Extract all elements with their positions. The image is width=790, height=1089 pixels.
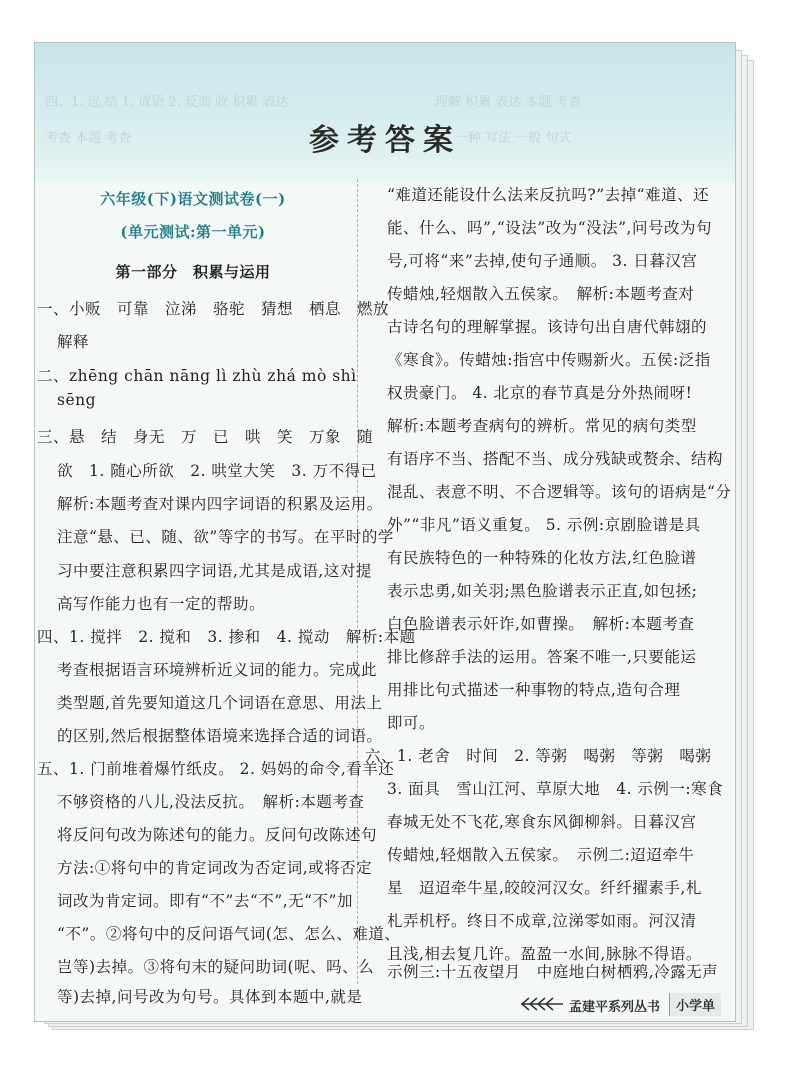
answer-line: 三、悬 结 身无 万 已 哄 笑 万象 随 (37, 428, 374, 446)
answer-line: 四、1. 搅拌 2. 搅和 3. 掺和 4. 搅动 解析:本题 (37, 628, 416, 646)
answer-line: 白色脸谱表示奸诈,如曹操。 解析:本题考查 (387, 615, 695, 633)
answer-line: 高写作能力也有一定的帮助。 (57, 595, 266, 613)
answer-line: sēng (57, 391, 97, 409)
answer-line: “难道还能设什么法来反抗吗?”去掉“难道、还 (387, 186, 710, 204)
answer-line: 古诗名句的理解掌握。该诗句出自唐代韩翃的 (387, 318, 708, 336)
answer-line: 即可。 (387, 714, 436, 732)
answer-line: 解释 (57, 333, 90, 351)
answer-line: 将反问句改为陈述句的能力。反问句改陈述句 (57, 826, 378, 844)
show-through-text: 考查 本题 考查 (45, 131, 132, 146)
answer-line: “不”。②将句中的反问语气词(怎、怎么、难道、 (57, 925, 401, 943)
answer-line: 外”“非凡”语义重复。 5. 示例:京剧脸谱是具 (387, 516, 701, 534)
answer-line: 欲 1. 随心所欲 2. 哄堂大笑 3. 万不得已 (57, 462, 377, 480)
answer-line: 注意“悬、已、随、欲”等字的书写。在平时的学 (57, 528, 394, 546)
answer-line: 示例三:十五夜望月 中庭地白树栖鸦,冷露无声 (387, 963, 719, 981)
answer-line: 号,可将“来”去掉,使句子通顺。 3. 日暮汉宫 (387, 252, 698, 270)
answer-line: 札弄机杼。终日不成章,泣涕零如雨。河汉清 (387, 912, 697, 930)
answer-line: 星 迢迢牵牛星,皎皎河汉女。纤纤擢素手,札 (387, 879, 702, 897)
answer-line: 表示忠勇,如关羽;黑色脸谱表示正直,如包拯; (387, 582, 698, 600)
answer-page (34, 42, 736, 1022)
answer-line: 六、1. 老舍 时间 2. 等粥 喝粥 等粥 喝粥 (365, 747, 712, 765)
answer-line: 的区别,然后根据整体语境来选择合适的词语。 (57, 727, 383, 745)
answer-line: 有民族特色的一种特殊的化妆方法,红色脸谱 (387, 549, 697, 567)
exam-title: 六年级(下)语文测试卷(一) (100, 190, 286, 208)
footer-series-label (519, 993, 735, 1017)
page-title: 参考答案 (309, 123, 461, 158)
answer-line: 二、zhēng chān nāng lì zhù zhá mò shì (37, 367, 357, 385)
answer-line: 3. 面具 雪山江河、草原大地 4. 示例一:寒食 (387, 780, 724, 798)
answer-line: 词改为肯定词。即有“不”去“不”,无“不”加 (57, 892, 353, 910)
answer-line: 能、什么、吗”,“设法”改为“没法”,问号改为句 (387, 219, 712, 237)
answer-line: 类型题,首先要知道这几个词语在意思、用法上 (57, 694, 383, 712)
series-grade-tag: 小学单 (669, 993, 721, 1016)
answer-line: 且浅,相去复几许。盈盈一水间,脉脉不得语。 (387, 945, 702, 963)
answer-line: 有语序不当、搭配不当、成分残缺或赘余、结构 (387, 450, 724, 468)
answer-line: 传蜡烛,轻烟散入五侯家。 解析:本题考查对 (387, 285, 695, 303)
answer-line: 考查根据语言环境辨析近义词的能力。完成此 (57, 661, 378, 679)
answer-line: 传蜡烛,轻烟散入五侯家。 示例二:迢迢牵牛 (387, 846, 695, 864)
answer-line: 春城无处不飞花,寒食东风御柳斜。日暮汉宫 (387, 813, 697, 831)
show-through-text: 四、1. 远,结 1. 成语 2. 反而 收 积累 表达 (45, 95, 289, 110)
answer-line: 解析:本题考查对课内四字词语的积累及运用。 (57, 495, 383, 513)
show-through-text: 理解 积累 表达 本题 考查 (435, 95, 582, 110)
answer-line: 解析:本题考查病句的辨析。常见的病句类型 (387, 417, 697, 435)
answer-line: 不够资格的八儿,没法反抗。 解析:本题考查 (57, 793, 365, 811)
answer-line: 排比修辞手法的运用。答案不唯一,只要能运 (387, 648, 697, 666)
answer-line: 岂等)去掉。③将句末的疑问助词(呢、吗、么 (57, 958, 375, 976)
answer-line: 用排比句式描述一种事物的特点,造句合理 (387, 681, 681, 699)
header-band (35, 43, 735, 183)
answer-line: 《寒食》。传蜡烛:指宫中传赐新火。五侯:泛指 (387, 351, 711, 369)
answer-line: 习中要注意积累四字词语,尤其是成语,这对提 (57, 562, 372, 580)
answer-line: 一、小贩 可靠 泣涕 骆驼 猜想 栖息 燃放 (37, 300, 390, 318)
answer-line: 方法:①将句中的肯定词改为否定词,或将否定 (57, 859, 373, 877)
arrow-icon (519, 995, 565, 1013)
answer-line: 权贵豪门。 4. 北京的春节真是分外热闹呀! (387, 384, 693, 402)
answer-line: 混乱、表意不明、不合逻辑等。该句的语病是“分 (387, 483, 732, 501)
answer-line: 等)去掉,问号改为句号。具体到本题中,就是 (57, 988, 363, 1006)
show-through-text: 一种 写法 一般 句式 (455, 131, 572, 146)
series-name: 孟建平系列丛书 (569, 1000, 661, 1015)
unit-title: (单元测试:第一单元) (120, 223, 266, 241)
section-title: 第一部分 积累与运用 (115, 263, 271, 281)
answer-line: 五、1. 门前堆着爆竹纸皮。 2. 妈妈的命令,看羊还 (37, 760, 395, 778)
